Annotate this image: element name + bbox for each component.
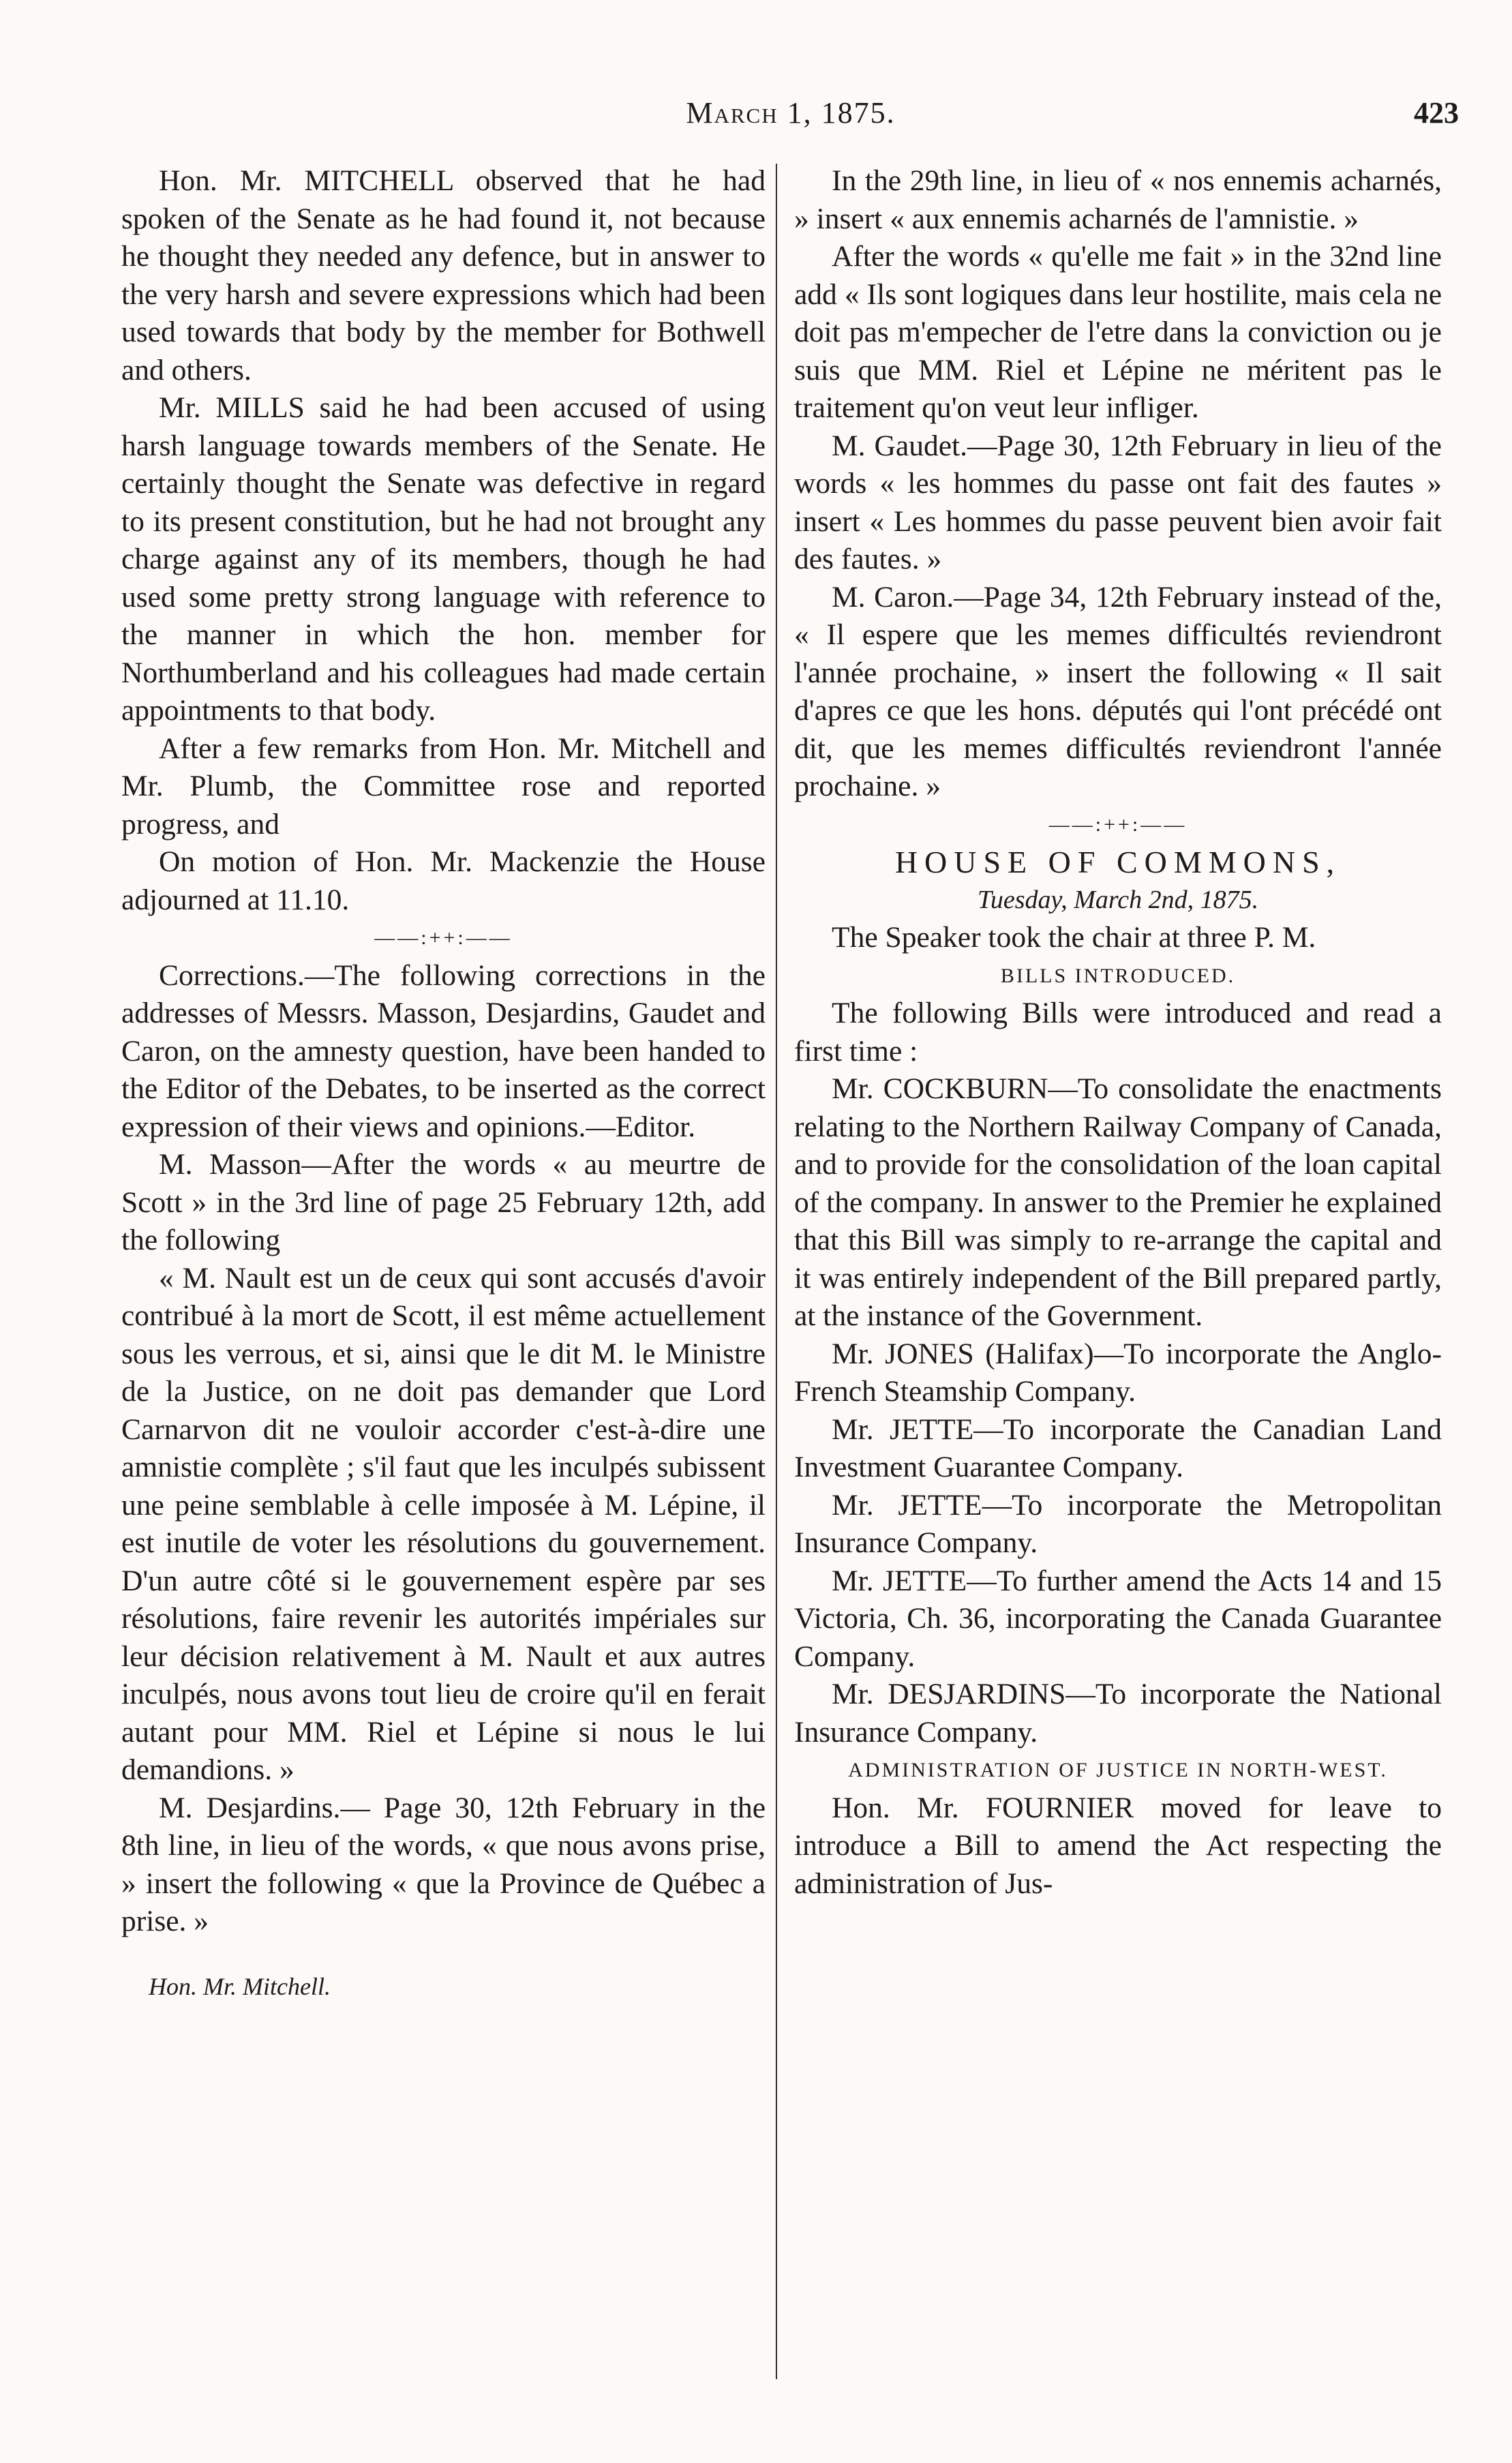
section-rule: ——:++:—— xyxy=(1048,813,1188,836)
paragraph: After a few remarks from Hon. Mr. Mitchell and Mr. Plumb, the Committee rose and reported progress, and xyxy=(121,731,766,841)
paragraph: « M. Nault est un de ceux qui sont accusés d'avoir contribué à la mort de Scott, il est même actuellement sous les verrous, et si, ainsi que le dit M. le Ministre de la Justice, on ne doit pas demander que Lord Carnarvon dit ne vouloir accorder c'est-à-dire une amnistie complète ; s'il faut que les inculpés subissent une peine semblable à celle imposée à M. Lépine, il est inutile de voter les résolutions du gouvernement. D'un autre côté si le gouvernement espère par ses résolutions, faire revenir les autorités impériales sur leur décision relativement à M. Nault et aux autres inculpés, nous avons tout lieu de croire qu'il en ferait autant pour MM. Riel et Lépine si nous le lui demandions. » xyxy=(121,1261,766,1786)
paragraph: The Speaker took the chair at three P. M. xyxy=(832,921,1316,954)
paragraph: Mr. MILLS said he had been accused of using harsh language towards members of the Senate. He certainly thought the Senate was defective in regard to its present constitution, but he had not brought any charge against any of its members, though he had used some pretty strong language with reference to the manner in which the hon. member for Northumberland and his colleagues had made certain appointments to that body. xyxy=(121,391,766,727)
paragraph: Corrections.—The following corrections in the addresses of Messrs. Masson, Desjardins, Gaudet and Caron, on the amnesty question, have been handed to the Editor of the Debates, to be inserted as the correct expression of their views and opinions.—Editor. xyxy=(121,958,766,1143)
paragraph: The following Bills were introduced and read a first time : xyxy=(794,997,1442,1068)
paragraph: M. Gaudet.—Page 30, 12th February in lieu of the words « les hommes du passe ont fait des fautes » insert « Les hommes du passe peuvent bien avoir fait des fautes. » xyxy=(794,429,1442,575)
paragraph: Mr. JONES (Halifax)—To incorporate the Anglo-French Steamship Company. xyxy=(794,1337,1442,1408)
page-header xyxy=(123,95,1459,143)
paragraph: Hon. Mr. MITCHELL observed that he had spoken of the Senate as he had found it, not because he thought they needed any defence, but in answer to the very harsh and severe expressions which had been used towards that body by the member for Bothwell and others. xyxy=(121,164,766,387)
paragraph: Mr. COCKBURN—To consolidate the enactments relating to the Northern Railway Company of Canada, and to provide for the consolidation of the loan capital of the company. In answer to the Premier he explained that this Bill was simply to re-arrange the capital and it was entirely independent of the Bill prepared partly, at the instance of the Government. xyxy=(794,1072,1442,1332)
left-column xyxy=(121,162,766,2006)
paragraph: In the 29th line, in lieu of « nos ennemis acharnés, » insert « aux ennemis acharnés de l'amnistie. » xyxy=(794,164,1442,235)
admin-subheading: ADMINISTRATION OF JUSTICE IN NORTH-WEST. xyxy=(848,1759,1388,1781)
signature: Hon. Mr. Mitchell. xyxy=(149,1972,331,2000)
section-rule: ——:++:—— xyxy=(374,926,513,949)
column-divider xyxy=(776,164,777,2379)
paragraph: M. Desjardins.— Page 30, 12th February in the 8th line, in lieu of the words, « que nous avons prise, » insert the following « que la Province de Québec a prise. » xyxy=(121,1791,766,1937)
house-heading: HOUSE OF COMMONS, xyxy=(894,845,1342,879)
paragraph: After the words « qu'elle me fait » in the 32nd line add « Ils sont logiques dans leur hostilite, mais cela ne doit pas m'empecher de l'etre dans la conviction ou je suis que MM. Riel et Lépine ne méritent pas le traitement qu'on veut leur infliger. xyxy=(794,240,1442,424)
paragraph: Mr. JETTE—To incorporate the Metropolitan Insurance Company. xyxy=(794,1488,1442,1559)
paragraph: M. Masson—After the words « au meurtre de Scott » in the 3rd line of page 25 February 12th, add the following xyxy=(121,1148,766,1256)
right-column xyxy=(794,162,1442,1903)
date-line: Tuesday, March 2nd, 1875. xyxy=(977,885,1259,914)
running-title: March 1, 1875. xyxy=(686,96,896,130)
paragraph: Mr. DESJARDINS—To incorporate the National Insurance Company. xyxy=(794,1678,1442,1749)
paragraph: M. Caron.—Page 34, 12th February instead of the, « Il espere que les memes difficultés reviendront l'année prochaine, » insert the following « Il sait d'apres ce que les hons. députés qui l'ont précédé ont dit, que les memes difficultés reviendront l'année prochaine. » xyxy=(794,580,1442,802)
paragraph: On motion of Hon. Mr. Mackenzie the House adjourned at 11.10. xyxy=(121,845,766,916)
paragraph: Mr. JETTE—To incorporate the Canadian Land Investment Guarantee Company. xyxy=(794,1412,1442,1483)
bills-subheading: BILLS INTRODUCED. xyxy=(1000,964,1236,987)
page-number: 423 xyxy=(1414,96,1459,130)
paragraph: Hon. Mr. FOURNIER moved for leave to introduce a Bill to amend the Act respecting the administration of Jus- xyxy=(794,1791,1442,1900)
paragraph: Mr. JETTE—To further amend the Acts 14 and 15 Victoria, Ch. 36, incorporating the Canada Guarantee Company. xyxy=(794,1564,1442,1673)
